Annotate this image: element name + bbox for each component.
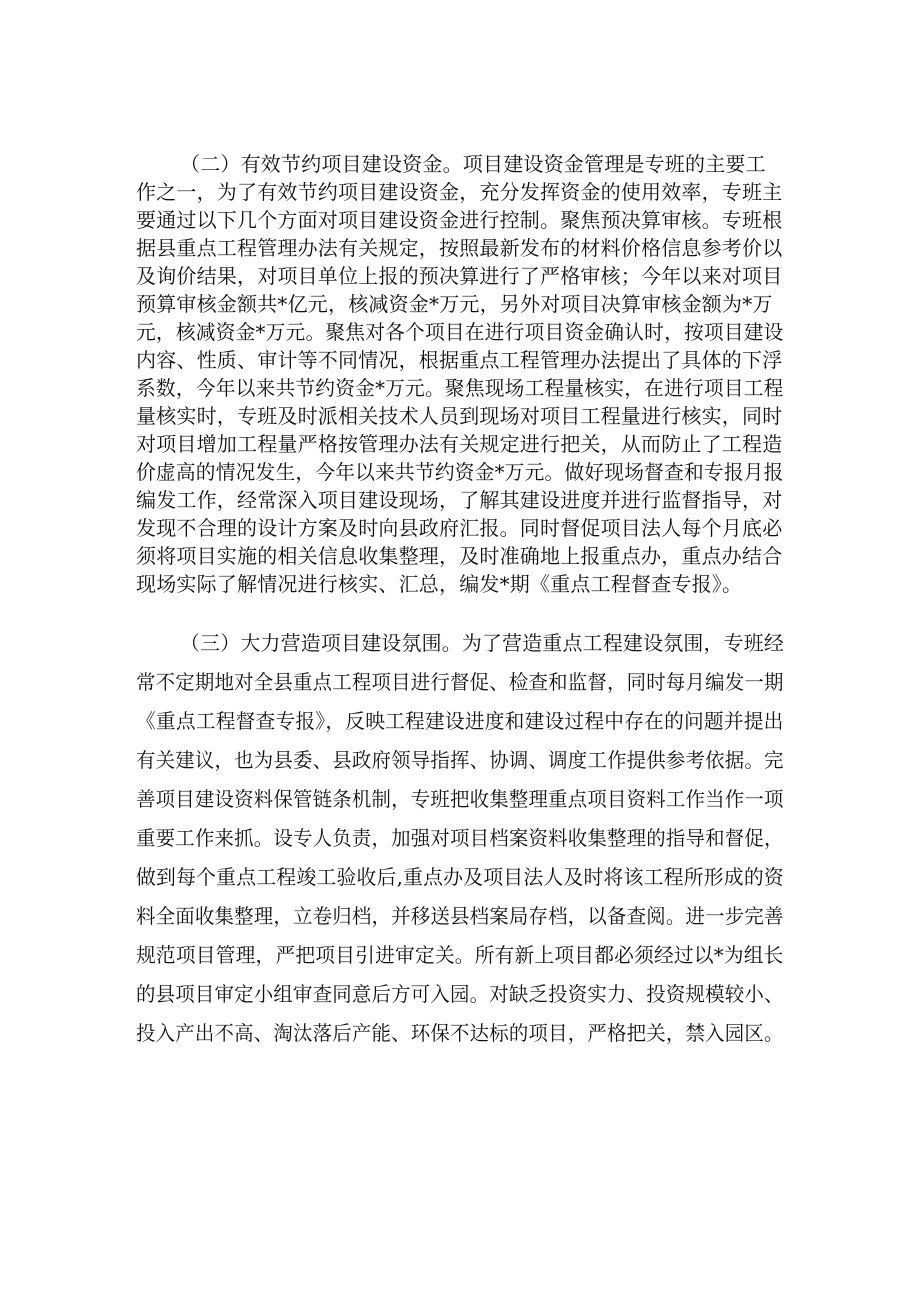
paragraph-line: 善项目建设资料保管链条机制，专班把收集整理重点项目资料工作当作一项 xyxy=(136,787,784,811)
paragraph-line: 发现不合理的设计方案及时向县政府汇报。同时督促项目法人每个月底必 xyxy=(136,516,783,540)
paragraph-line: 对项目增加工程量严格按管理办法有关规定进行把关，从而防止了工程造 xyxy=(136,432,783,456)
paragraph-line: 料全面收集整理，立卷归档，并移送县档案局存档，以备查阅。进一步完善 xyxy=(136,904,784,928)
paragraph-line: 要通过以下几个方面对项目建设资金进行控制。聚焦预决算审核。专班根 xyxy=(136,208,783,232)
paragraph-line: 元，核减资金*万元。聚焦对各个项目在进行项目资金确认时，按项目建设 xyxy=(136,320,784,344)
paragraph-line: 做到每个重点工程竣工验收后,重点办及项目法人及时将该工程所形成的资 xyxy=(136,865,784,889)
paragraph-line: 投入产出不高、淘汰落后产能、环保不达标的项目，严格把关，禁入园区。 xyxy=(136,1021,784,1045)
paragraph-line: 及询价结果，对项目单位上报的预决算进行了严格审核；今年以来对项目 xyxy=(136,264,783,288)
paragraph-line: 内容、性质、审计等不同情况，根据重点工程管理办法提出了具体的下浮 xyxy=(136,348,783,372)
paragraph-line: 须将项目实施的相关信息收集整理，及时准确地上报重点办，重点办结合 xyxy=(136,544,783,568)
paragraph-line: 规范项目管理，严把项目引进审定关。所有新上项目都必须经过以*为组长 xyxy=(136,943,784,967)
paragraph-line: 预算审核金额共*亿元，核减资金*万元，另外对项目决算审核金额为*万 xyxy=(136,292,773,316)
paragraph-line: 量核实时，专班及时派相关技术人员到现场对项目工程量进行核实，同时 xyxy=(136,404,783,428)
paragraph-line: 《重点工程督查专报》，反映工程建设进度和建设过程中存在的问题并提出 xyxy=(136,709,784,733)
paragraph-line: 重要工作来抓。设专人负责，加强对项目档案资料收集整理的指导和督促， xyxy=(136,826,784,850)
paragraph-line: 现场实际了解情况进行核实、汇总，编发*期《重点工程督查专报》。 xyxy=(136,572,743,596)
paragraph-line: 系数，今年以来共节约资金*万元。聚焦现场工程量核实，在进行项目工程 xyxy=(136,376,784,400)
paragraph-line: （三）大力营造项目建设氛围。为了营造重点工程建设氛围，专班经 xyxy=(180,631,785,655)
paragraph-line: 作之一，为了有效节约项目建设资金，充分发挥资金的使用效率，专班主 xyxy=(136,180,783,204)
paragraph-line: （二）有效节约项目建设资金。项目建设资金管理是专班的主要工 xyxy=(180,152,766,176)
paragraph-line: 价虚高的情况发生，今年以来共节约资金*万元。做好现场督查和专报月报 xyxy=(136,460,784,484)
paragraph-line: 有关建议，也为县委、县政府领导指挥、协调、调度工作提供参考依据。完 xyxy=(136,748,784,772)
paragraph-line: 常不定期地对全县重点工程项目进行督促、检查和监督，同时每月编发一期 xyxy=(136,670,784,694)
paragraph-line: 编发工作，经常深入项目建设现场，了解其建设进度并进行监督指导，对 xyxy=(136,488,783,512)
paragraph-line: 据县重点工程管理办法有关规定，按照最新发布的材料价格信息参考价以 xyxy=(136,236,783,260)
paragraph-line: 的县项目审定小组审查同意后方可入园。对缺乏投资实力、投资规模较小、 xyxy=(136,982,784,1006)
